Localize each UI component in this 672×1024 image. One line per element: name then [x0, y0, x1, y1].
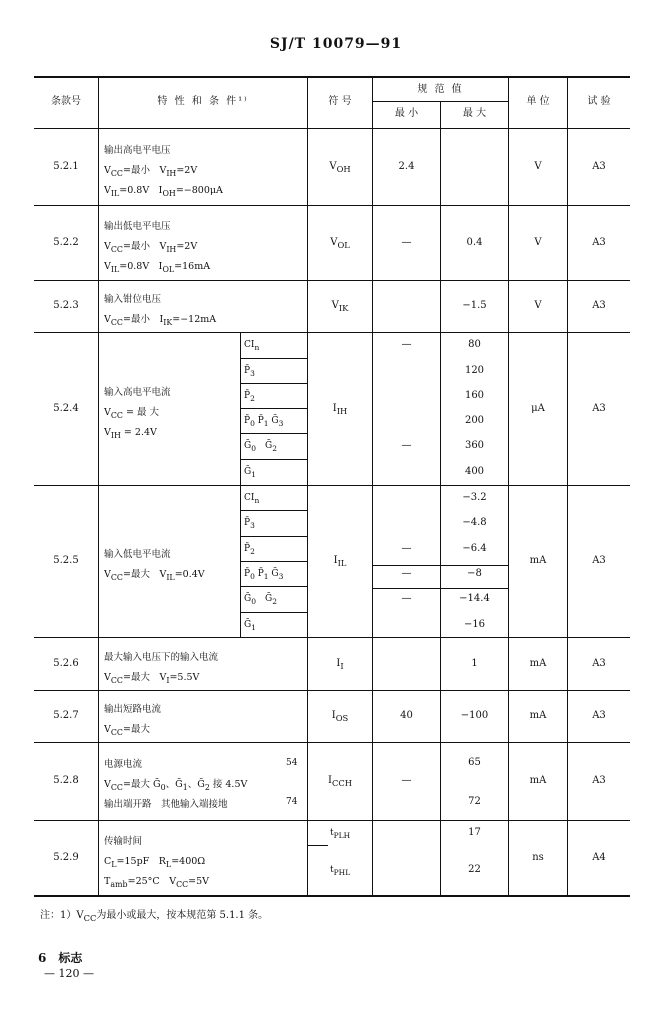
min-value: — — [401, 775, 412, 786]
max-value: 400 — [464, 466, 485, 477]
condition-line: 输入低电平电流 — [104, 549, 171, 560]
pin-rule — [240, 459, 307, 460]
pin-rule — [240, 510, 307, 511]
min-value: 2.4 — [398, 160, 415, 172]
test-method: A3 — [592, 657, 606, 669]
clause-number: 5.2.8 — [53, 775, 79, 786]
max-value: 0.4 — [466, 236, 483, 248]
col-header-symbol: 符 号 — [328, 96, 352, 107]
pin-label: Ḡ$_1$ — [244, 467, 256, 479]
max-value: −4.8 — [462, 517, 487, 528]
max-value: −8 — [467, 567, 482, 579]
pin-rule — [240, 561, 307, 562]
condition-line: 输入钳位电压 — [104, 294, 162, 305]
test-method: A4 — [592, 851, 606, 863]
max-value: −3.2 — [462, 491, 487, 503]
condition-line: $V_{CC}=$最小 $V_{IH}=2V$ — [104, 240, 198, 254]
row-rule — [34, 280, 630, 281]
condition-line: $V_{IL}=0.8V$ $I_{OL}=16mA$ — [104, 260, 211, 274]
max-value: 200 — [464, 414, 485, 426]
unit: mA — [529, 775, 547, 786]
max-value: 80 — [468, 339, 481, 350]
clause-number: 5.2.3 — [53, 300, 79, 311]
test-method: A3 — [592, 236, 606, 248]
max-value: 72 — [468, 795, 481, 807]
page-number: — 120 — — [44, 967, 94, 980]
test-method: A3 — [592, 160, 606, 172]
condition-line: 输出端开路 其他输入端接地 — [104, 799, 228, 810]
clause-number: 5.2.5 — [53, 555, 79, 566]
timing-rule — [308, 845, 328, 846]
unit: mA — [529, 555, 547, 566]
unit: μA — [531, 402, 545, 414]
pin-rule — [240, 612, 307, 613]
value-rule — [372, 588, 508, 589]
column-rule — [307, 76, 308, 896]
condition-line: $V_{CC}=$最小 $V_{IH}=2V$ — [104, 164, 198, 178]
symbol: $I_{IH}$ — [332, 402, 348, 416]
max-value: 1 — [471, 657, 478, 669]
pin-label: 74 — [286, 796, 298, 807]
footnote: 注：$1)V_{CC}$为最小或最大，按本规范第 5.1.1 条。 — [40, 910, 269, 923]
condition-line: 输入高电平电流 — [104, 386, 171, 398]
value-rule — [372, 565, 508, 566]
pin-column-rule — [240, 332, 241, 637]
test-method: A3 — [592, 775, 606, 786]
unit: mA — [529, 710, 547, 721]
table-top-rule — [34, 76, 630, 78]
column-rule — [372, 76, 373, 896]
col-header-conditions: 特 性 和 条 件¹⁾ — [157, 96, 249, 107]
pin-label: $CI_n$ — [244, 340, 260, 352]
condition-line: $V_{IL}=0.8V$ $I_{OH}=-800\mu A$ — [104, 184, 223, 198]
column-rule — [98, 76, 99, 896]
min-value: — — [401, 440, 412, 451]
condition-line: $V_{CC}=$最大 — [104, 724, 150, 737]
condition-line: 最大输入电压下的输入电流 — [104, 651, 219, 663]
condition-line: 电源电流 — [104, 759, 143, 770]
pin-label: $P̄_3$ — [244, 518, 255, 530]
pin-rule — [240, 433, 307, 434]
row-rule — [34, 485, 630, 486]
header-bottom-rule — [34, 128, 630, 129]
unit: V — [534, 300, 542, 311]
max-value: 17 — [468, 826, 481, 838]
clause-number: 5.2.6 — [53, 657, 79, 669]
clause-number: 5.2.9 — [53, 851, 79, 863]
min-value: — — [401, 236, 412, 248]
pin-label: $P̄_2$ — [244, 390, 255, 403]
symbol: $V_{OH}$ — [329, 160, 351, 174]
min-value: 40 — [400, 710, 413, 721]
symbol: $I_{CCH}$ — [328, 775, 352, 788]
max-value: −6.4 — [462, 542, 487, 554]
condition-line: 输出低电平电压 — [104, 220, 171, 232]
col-header-spec: 规 范 值 — [417, 84, 464, 95]
unit: V — [534, 160, 542, 172]
symbol: $V_{IK}$ — [331, 300, 349, 313]
pin-label: Ḡ$_1$ — [244, 619, 256, 632]
table-bottom-rule — [34, 895, 630, 897]
column-rule — [508, 76, 509, 896]
symbol: $I_I$ — [336, 657, 344, 671]
condition-line: 输出短路电流 — [104, 704, 162, 715]
condition-line: $C_L=15pF$ $R_L=400\Omega$ — [104, 855, 206, 869]
condition-line: $V_{CC}=$最大 $V_{IL}=0.4V$ — [104, 569, 205, 582]
max-value: 22 — [468, 864, 481, 875]
min-value: — — [401, 339, 412, 350]
test-method: A3 — [592, 555, 606, 566]
pin-rule — [240, 383, 307, 384]
row-rule — [34, 637, 630, 638]
pin-label: 54 — [286, 757, 298, 768]
condition-line: 输出高电平电压 — [104, 144, 171, 156]
condition-line: $V_{IH} = 2.4V$ — [104, 426, 157, 440]
condition-line: $T_{amb}=25^\circ C$ $V_{CC}=5V$ — [104, 875, 210, 889]
min-value: — — [401, 542, 412, 554]
unit: ns — [532, 851, 544, 863]
pin-rule — [240, 358, 307, 359]
pin-rule — [240, 586, 307, 587]
pin-label: Ḡ$_0$ Ḡ$_2$ — [244, 441, 277, 453]
max-value: 160 — [464, 389, 485, 401]
test-method: A3 — [592, 402, 606, 414]
clause-number: 5.2.7 — [53, 710, 79, 721]
condition-line: $V_{CC}=$最小 $I_{IK}=-12mA$ — [104, 314, 217, 327]
max-value: 120 — [464, 364, 485, 376]
min-value: — — [401, 593, 412, 604]
row-rule — [34, 205, 630, 206]
pin-label: Ḡ$_0$ Ḡ$_2$ — [244, 594, 277, 606]
test-method: A3 — [592, 710, 606, 721]
clause-number: 5.2.4 — [53, 402, 79, 414]
unit: mA — [529, 657, 547, 669]
symbol: $I_{OS}$ — [331, 710, 349, 723]
max-value: −16 — [463, 618, 486, 630]
pin-label: $P̄_0$ $P̄_1$ Ḡ$_3$ — [244, 568, 284, 581]
pin-rule — [240, 536, 307, 537]
symbol: $V_{OL}$ — [330, 236, 350, 250]
unit: V — [534, 236, 542, 248]
pin-label: $P̄_0$ $P̄_1$ Ḡ$_3$ — [244, 415, 284, 428]
col-header-min: 最 小 — [394, 108, 419, 119]
pin-label: $P̄_3$ — [244, 365, 255, 378]
document-code: SJ/T 10079—91 — [269, 36, 403, 52]
col-header-unit: 单 位 — [526, 96, 550, 107]
max-value: −14.4 — [459, 593, 490, 604]
row-rule — [34, 820, 630, 821]
pin-label: $P̄_2$ — [244, 543, 255, 556]
min-value: — — [401, 567, 412, 579]
condition-line: 传输时间 — [104, 835, 143, 847]
col-header-max: 最 大 — [462, 108, 487, 119]
pin-label: $CI_n$ — [244, 492, 260, 505]
section-heading: 6 标志 — [38, 951, 83, 965]
clause-number: 5.2.1 — [53, 160, 79, 172]
pin-rule — [240, 408, 307, 409]
col-header-clause: 条款号 — [51, 96, 81, 107]
pin-label: $t_{PLH}$ — [330, 827, 351, 840]
pin-label: $t_{PHL}$ — [330, 865, 351, 877]
condition-line: $V_{CC}$ = 最 大 — [104, 406, 160, 420]
column-rule — [567, 76, 568, 896]
max-value: 65 — [468, 756, 481, 768]
max-value: −1.5 — [462, 300, 487, 311]
clause-number: 5.2.2 — [53, 236, 79, 248]
test-method: A3 — [592, 300, 606, 311]
symbol: $I_{IL}$ — [333, 555, 347, 568]
condition-line: $V_{CC}=$最大 Ḡ$_0$、Ḡ$_1$、Ḡ$_2$ 接 4.5V — [104, 779, 248, 792]
condition-line: $V_{CC}=$最大 $V_I=5.5V$ — [104, 671, 200, 685]
max-value: 360 — [464, 440, 485, 451]
max-value: −100 — [460, 710, 489, 721]
col-header-test: 试 验 — [587, 96, 611, 107]
